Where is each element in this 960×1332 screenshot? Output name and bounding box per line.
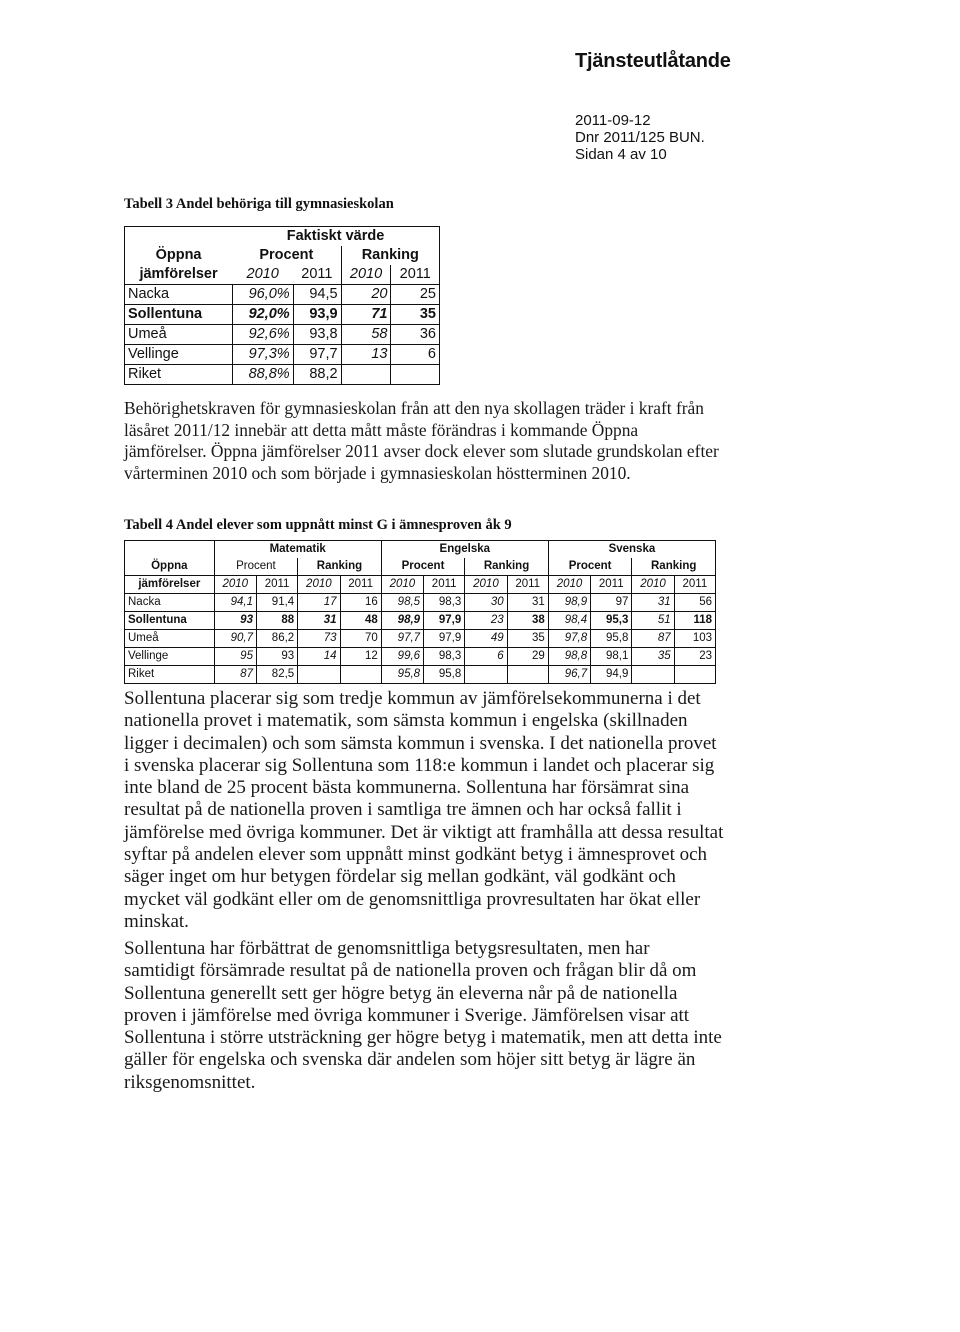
table-cell: 16 <box>340 594 381 612</box>
table-cell: 95,8 <box>381 666 423 684</box>
table-cell: 17 <box>298 594 340 612</box>
table-cell <box>298 666 340 684</box>
table4-subject-swedish: Svenska <box>548 541 715 559</box>
table-row <box>125 325 440 345</box>
table4-year: 2011 <box>591 576 632 594</box>
table-cell: 97,3% <box>232 345 293 365</box>
table-row <box>125 594 716 612</box>
table3 <box>124 226 440 385</box>
table-row <box>125 345 440 365</box>
table3-open-label: Öppna <box>125 246 233 265</box>
document-date: 2011-09-12 <box>575 112 651 129</box>
row-name: Riket <box>125 365 233 385</box>
table-cell <box>465 666 507 684</box>
table-cell: 94,5 <box>293 285 341 305</box>
table4-year: 2010 <box>632 576 674 594</box>
table-cell: 97,7 <box>381 630 423 648</box>
table4 <box>124 540 716 684</box>
table-cell: 48 <box>340 612 381 630</box>
table4-year: 2011 <box>424 576 465 594</box>
table-row <box>125 630 716 648</box>
paragraph-behorighet: Behörighetskraven för gymnasieskolan från att den nya skollagen träder i kraft från läsåret 2011/12 innebär att detta mått måste förändras i kommande Öppna jämförelser. Öppna jämförelser 2011 avser dock elever som slutade grundskolan efter vårterminen 2010 och som började i gymnasieskolan höstterminen 2010. <box>124 398 719 483</box>
table-cell: 88 <box>256 612 297 630</box>
table3-group-header: Faktiskt värde <box>232 227 439 247</box>
table3-ranking-header: Ranking <box>341 246 439 265</box>
table4-ranking-header: Ranking <box>316 559 363 572</box>
table-cell: 23 <box>674 648 715 666</box>
table-cell: 98,9 <box>548 594 590 612</box>
table-cell: 35 <box>632 648 674 666</box>
row-name: Riket <box>125 666 215 684</box>
table-cell: 93,9 <box>293 305 341 325</box>
row-name: Umeå <box>125 325 233 345</box>
table-cell: 94,9 <box>591 666 632 684</box>
table-cell <box>507 666 548 684</box>
table-cell: 98,9 <box>381 612 423 630</box>
table4-subject-math: Matematik <box>214 541 381 559</box>
table4-year: 2010 <box>465 576 507 594</box>
table-cell: 98,4 <box>548 612 590 630</box>
table-cell <box>674 666 715 684</box>
table-cell: 29 <box>507 648 548 666</box>
document-dnr: Dnr 2011/125 BUN. <box>575 129 705 146</box>
table-cell: 14 <box>298 648 340 666</box>
table-cell: 20 <box>341 285 391 305</box>
table-cell: 92,6% <box>232 325 293 345</box>
table-cell: 95,8 <box>424 666 465 684</box>
table-cell: 38 <box>507 612 548 630</box>
table4-open-label-2: jämförelser <box>125 576 215 594</box>
table-cell: 94,1 <box>214 594 256 612</box>
table-cell: 87 <box>214 666 256 684</box>
table-cell: 95 <box>214 648 256 666</box>
document-meta <box>575 112 705 163</box>
table-cell: 23 <box>465 612 507 630</box>
table-cell: 31 <box>507 594 548 612</box>
table4-open-label: Öppna <box>125 558 215 576</box>
table4-ranking-header: Ranking <box>632 558 716 576</box>
row-name: Sollentuna <box>125 612 215 630</box>
table-cell: 95,3 <box>591 612 632 630</box>
table-cell: 118 <box>674 612 715 630</box>
row-name: Nacka <box>125 285 233 305</box>
table-cell: 93 <box>256 648 297 666</box>
table3-procent-header: Procent <box>232 246 341 265</box>
table-cell: 93,8 <box>293 325 341 345</box>
table3-year: 2010 <box>341 265 391 285</box>
table-cell: 51 <box>632 612 674 630</box>
table-row <box>125 612 716 630</box>
table-cell: 12 <box>340 648 381 666</box>
table4-subject-english: Engelska <box>381 541 548 559</box>
table4-caption: Tabell 4 Andel elever som uppnått minst G i ämnesproven åk 9 <box>124 517 512 533</box>
table3-year: 2011 <box>391 265 440 285</box>
table3-open-label-2: jämförelser <box>125 265 233 285</box>
table4-year: 2010 <box>548 576 590 594</box>
page-number: Sidan 4 av 10 <box>575 146 667 163</box>
table-cell: 96,0% <box>232 285 293 305</box>
table-cell: 6 <box>391 345 440 365</box>
table4-year: 2011 <box>674 576 715 594</box>
table4-procent-header: Procent <box>381 558 465 576</box>
table-cell: 70 <box>340 630 381 648</box>
row-name: Vellinge <box>125 345 233 365</box>
table-row <box>125 365 440 385</box>
table-cell <box>340 666 381 684</box>
table-cell: 73 <box>298 630 340 648</box>
table4-year: 2011 <box>507 576 548 594</box>
table-cell: 58 <box>341 325 391 345</box>
table-cell: 36 <box>391 325 440 345</box>
table-cell: 13 <box>341 345 391 365</box>
table4-year: 2011 <box>340 576 381 594</box>
table-cell: 98,3 <box>424 594 465 612</box>
table-cell: 71 <box>341 305 391 325</box>
table3-year: 2011 <box>293 265 341 285</box>
table-cell: 97,9 <box>424 630 465 648</box>
paragraph-betygsresultat: Sollentuna har förbättrat de genomsnittliga betygsresultaten, men har samtidigt försämrade resultat på de nationella proven och frågan blir då om Sollentuna generellt sett ger högre betyg än eleverna når på de nationella proven i jämförelse med övriga kommuner i Sverige. Jämförelsen visar att Sollentuna i större utsträckning ger högre betyg i matematik, men att detta inte gäller för engelska och svenska där andelen som höjer sitt betyg är lägre än riksgenomsnittet. <box>124 938 722 1093</box>
table-cell: 103 <box>674 630 715 648</box>
table3-year: 2010 <box>232 265 293 285</box>
table-cell: 35 <box>391 305 440 325</box>
table-cell: 25 <box>391 285 440 305</box>
table-cell: 87 <box>632 630 674 648</box>
row-name: Umeå <box>125 630 215 648</box>
table4-procent-header: Procent <box>214 558 298 576</box>
table-cell: 97,9 <box>424 612 465 630</box>
table4-year: 2010 <box>381 576 423 594</box>
table-cell: 93 <box>214 612 256 630</box>
table-cell: 97,8 <box>548 630 590 648</box>
table-cell: 35 <box>507 630 548 648</box>
table-cell <box>341 365 391 385</box>
table-row <box>125 666 716 684</box>
table-cell: 98,8 <box>548 648 590 666</box>
table-cell: 97,7 <box>293 345 341 365</box>
table4-year: 2011 <box>256 576 297 594</box>
table-cell: 97 <box>591 594 632 612</box>
row-name: Vellinge <box>125 648 215 666</box>
table-cell: 95,8 <box>591 630 632 648</box>
table4-procent-header: Procent <box>548 558 632 576</box>
table-cell: 91,4 <box>256 594 297 612</box>
table-cell: 30 <box>465 594 507 612</box>
table-cell: 99,6 <box>381 648 423 666</box>
table-cell: 6 <box>465 648 507 666</box>
table-row <box>125 285 440 305</box>
table-cell <box>391 365 440 385</box>
table-cell: 98,3 <box>424 648 465 666</box>
document-title: Tjänsteutlåtande <box>575 50 731 72</box>
table-cell: 96,7 <box>548 666 590 684</box>
table-row <box>125 648 716 666</box>
table-cell: 88,2 <box>293 365 341 385</box>
table3-caption: Tabell 3 Andel behöriga till gymnasieskolan <box>124 196 394 212</box>
table-cell: 88,8% <box>232 365 293 385</box>
table-cell: 82,5 <box>256 666 297 684</box>
table-cell: 98,1 <box>591 648 632 666</box>
table-cell: 31 <box>632 594 674 612</box>
table-cell: 90,7 <box>214 630 256 648</box>
row-name: Sollentuna <box>125 305 233 325</box>
table-cell: 92,0% <box>232 305 293 325</box>
table-cell <box>632 666 674 684</box>
table-cell: 98,5 <box>381 594 423 612</box>
row-name: Nacka <box>125 594 215 612</box>
table4-year: 2010 <box>214 576 256 594</box>
paragraph-sollentuna-placering: Sollentuna placerar sig som tredje kommun av jämförelsekommunerna i det nationella provet i matematik, som sämsta kommun i engelska (skillnaden ligger i decimalen) och som sämsta kommun i svenska. I det nationella provet i svenska placerar sig Sollentuna som 118:e kommun i landet och placerar sig inte bland de 25 procent bästa kommunerna. Sollentuna har försämrat sina resultat på de nationella proven i samtliga tre ämnen och har också fallit i jämförelse med övriga kommuner. Det är viktigt att framhålla att dessa resultat syftar på andelen elever som uppnått minst godkänt betyg i ämnesprovet och säger inget om hur betygen fördelar sig mellan godkänt, väl godkänt och mycket väl godkänt eller om de genomsnittliga provresultaten har ökat eller minskat. <box>124 688 724 932</box>
table4-year: 2010 <box>298 576 340 594</box>
table-row <box>125 305 440 325</box>
table4-ranking-header: Ranking <box>483 559 530 572</box>
table-cell: 49 <box>465 630 507 648</box>
table-cell: 56 <box>674 594 715 612</box>
table-cell: 31 <box>298 612 340 630</box>
table-cell: 86,2 <box>256 630 297 648</box>
